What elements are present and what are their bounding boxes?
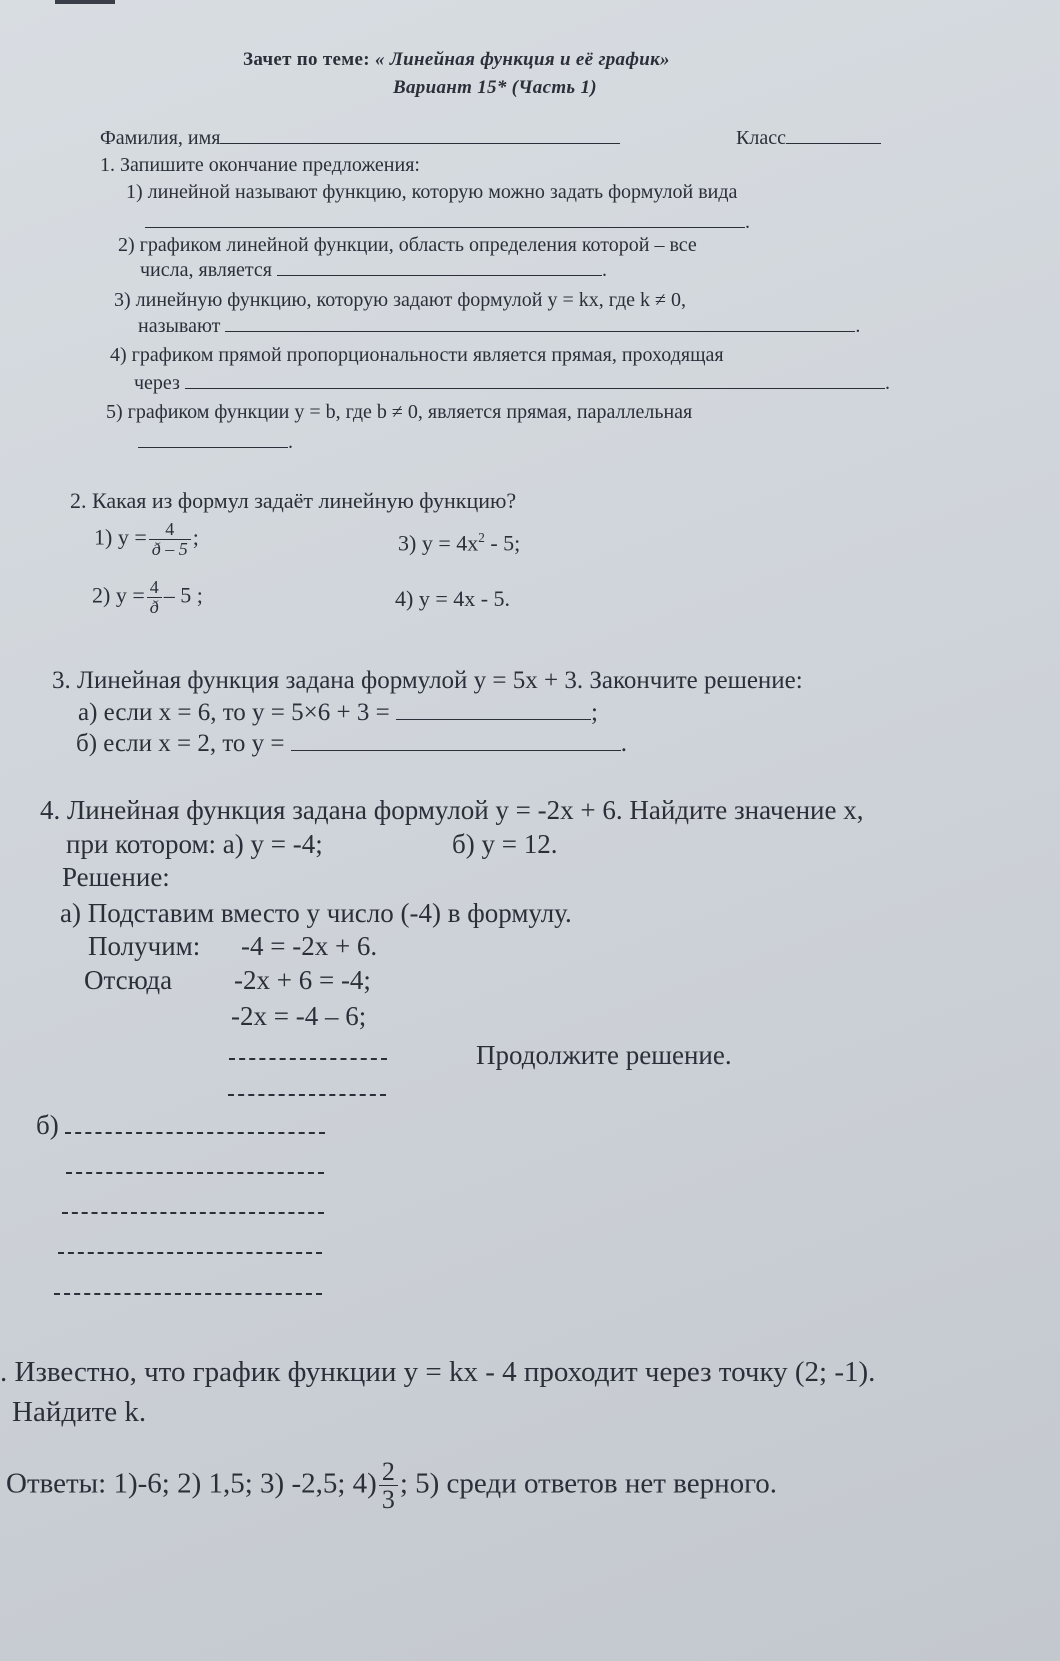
q4-condition-b: б) y = 12. [452, 829, 558, 859]
q1-blank-4[interactable] [185, 387, 885, 389]
q2-option-2: 2) y = $\frac{4}{ð}$ – 5 ; [92, 577, 203, 617]
q1-blank-3[interactable] [225, 330, 855, 332]
q4-get-equation: -4 = -2x + 6. [241, 931, 378, 961]
header-prefix: Зачет по теме: [243, 49, 370, 70]
q3-part-a: а) если x = 6, то y = 5×6 + 3 = ; [78, 699, 598, 726]
q4-b-line-4 [58, 1232, 322, 1259]
q1-item-2b: числа, является . [140, 259, 607, 281]
q2-option-2-fraction: $\frac{4}{ð}$ [147, 578, 162, 617]
q1-blank-5[interactable] [138, 446, 288, 448]
q2-option-1-fraction: $\frac{4}{ð - 5}$ [149, 520, 191, 559]
q1-item-5-answer: . [138, 432, 293, 452]
q4-equation-1: -2x + 6 = -4; [234, 965, 371, 995]
q1-blank-1[interactable] [145, 226, 745, 228]
student-name-line: Фамилия, имя [100, 128, 620, 148]
q1-item-4a: 4) графиком прямой пропорциональности является прямая, проходящая [110, 344, 724, 366]
q4-get-label: Получим: [88, 931, 201, 961]
header-topic: « Линейная функция и её график» [374, 49, 670, 70]
dashed-answer-line[interactable] [58, 1251, 322, 1254]
q1-item-1-answer: . [145, 212, 750, 232]
name-blank[interactable] [220, 142, 620, 144]
q5-answer-4-fraction: $\frac{2}{3}$ [379, 1458, 398, 1514]
student-class-line: Класс [736, 128, 881, 148]
q1-item-3b: называют . [138, 315, 861, 337]
q5-statement: . Известно, что график функции y = kx - 4 проходит через точку (2; -1). [0, 1356, 876, 1388]
q4-solution-label: Решение: [62, 862, 170, 892]
q4-step-a: а) Подставим вместо y число (-4) в формулу. [60, 898, 572, 928]
q5-answers: Ответы: 1)-6; 2) 1,5; 3) -2,5; 4) $\frac{2}{3}$ ; 5) среди ответов нет верного. [6, 1457, 778, 1515]
q4-b-line-3 [62, 1192, 324, 1219]
header-variant: Вариант 15* (Часть 1) [393, 77, 597, 98]
q5-find-k: Найдите k. [12, 1396, 147, 1428]
q4-title: 4. Линейная функция задана формулой y = -2x + 6. Найдите значение x, [40, 795, 864, 825]
q3-blank-b[interactable] [291, 749, 621, 751]
q3-blank-a[interactable] [396, 718, 591, 720]
q4-equation-2: -2x = -4 – 6; [231, 1001, 367, 1031]
dashed-answer-line[interactable] [65, 1131, 325, 1134]
q4-hence-label: Отсюда [84, 965, 173, 995]
dashed-answer-line[interactable] [54, 1292, 322, 1295]
dashed-answer-line[interactable] [66, 1171, 324, 1174]
q4-continue-note: Продолжите решение. [476, 1040, 732, 1070]
q1-item-1: 1) линейной называют функцию, которую можно задать формулой вида [126, 181, 738, 203]
q4-part-b: б) [36, 1112, 325, 1139]
q1-blank-2[interactable] [277, 274, 602, 276]
q4-answer-line-1 [229, 1038, 387, 1065]
q3-title: 3. Линейная функция задана формулой y = 5x + 3. Закончите решение: [52, 667, 803, 694]
q1-item-2a: 2) графиком линейной функции, область определения которой – все [118, 234, 697, 256]
dashed-answer-line[interactable] [62, 1211, 324, 1214]
q1-title: 1. Запишите окончание предложения: [100, 154, 420, 176]
q4-answer-line-2 [228, 1074, 386, 1101]
dashed-answer-line[interactable] [228, 1093, 386, 1096]
q4-condition-a: при котором: а) y = -4; [66, 829, 323, 859]
q2-title: 2. Какая из формул задаёт линейную функцию? [70, 488, 517, 513]
q2-option-1: 1) y = $\frac{4}{ð - 5}$ ; [94, 519, 199, 559]
q2-option-3: 3) $y = 4x^2 - 5$; [398, 530, 521, 556]
top-edge-mark [55, 0, 115, 4]
q3-part-b: б) если x = 2, то y = . [76, 730, 628, 757]
q2-option-4: 4) y = 4x - 5. [395, 586, 511, 611]
class-blank[interactable] [786, 142, 881, 144]
header-title [243, 50, 670, 69]
q1-item-3a: 3) линейную функцию, которую задают формулой y = kx, где k ≠ 0, [114, 289, 686, 311]
q4-b-line-2 [66, 1152, 324, 1179]
q4-b-line-5 [54, 1273, 322, 1300]
q1-item-4b: через . [134, 372, 890, 394]
dashed-answer-line[interactable] [229, 1057, 387, 1060]
q1-item-5: 5) графиком функции y = b, где b ≠ 0, является прямая, параллельная [106, 401, 693, 423]
